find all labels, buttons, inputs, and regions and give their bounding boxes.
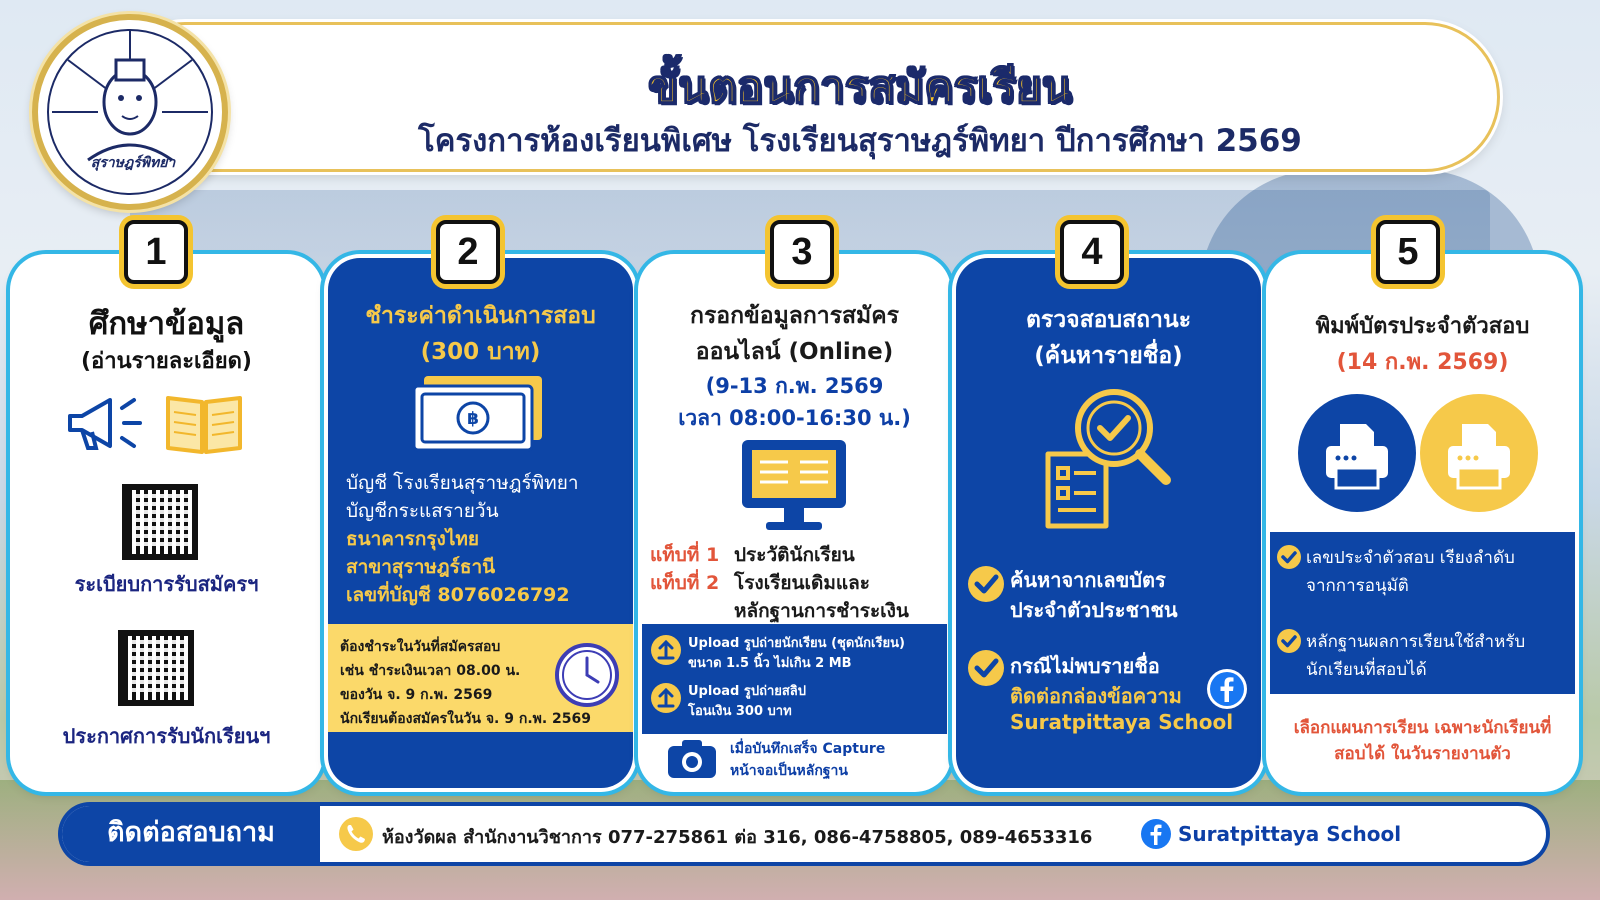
printer-circle-yellow: [1420, 394, 1538, 512]
svg-text:฿: ฿: [467, 409, 479, 429]
payment-note-line-2: เช่น ชำระเงินเวลา 08.00 น.: [340, 663, 521, 679]
step-card-2: [328, 258, 633, 788]
upload-panel: [642, 624, 947, 734]
logo-emblem-icon: [38, 20, 222, 204]
banknote-icon: [410, 372, 546, 454]
qr-code-rules-icon[interactable]: [122, 484, 198, 560]
book-icon: [164, 388, 244, 458]
facebook-icon[interactable]: [1206, 668, 1248, 710]
step-4-number: 4: [1060, 220, 1124, 284]
step-card-4: [956, 258, 1261, 788]
upload-photo-line-2: ขนาด 1.5 นิ้ว ไม่เกิน 2 MB: [688, 656, 852, 671]
step-5-check-1-line-1: เลขประจำตัวสอบ เรียงลำดับ: [1306, 548, 1515, 568]
link-admission-announcement[interactable]: ประกาศการรับนักเรียนฯ: [62, 724, 271, 748]
step-1-number: 1: [124, 220, 188, 284]
tab-1-text: ประวัตินักเรียน: [734, 544, 855, 566]
camera-icon: [666, 738, 718, 780]
payment-note-line-3: ของวัน จ. 9 ก.พ. 2569: [340, 687, 493, 703]
step-4-title-line-1: ตรวจสอบสถานะ: [1025, 307, 1192, 333]
step-5-footer-line-1: เลือกแผนการเรียน เฉพาะนักเรียนที่: [1293, 718, 1552, 738]
upload-icon: [650, 634, 682, 666]
payment-note-line-4: นักเรียนต้องสมัครในวัน จ. 9 ก.พ. 2569: [340, 711, 592, 727]
search-document-icon: [1036, 384, 1176, 534]
link-admission-rules[interactable]: ระเบียบการรับสมัครฯ: [74, 572, 259, 596]
printer-circle-blue: [1298, 394, 1416, 512]
upload-slip-line-1: Upload รูปถ่ายสลิป: [688, 684, 807, 699]
school-logo: [32, 14, 228, 210]
tab-2-label: แท็บที่ 2: [650, 572, 720, 594]
tab-1-label: แท็บที่ 1: [650, 544, 720, 566]
megaphone-icon: [62, 388, 152, 458]
step-4-check-2-line: กรณีไม่พบรายชื่อ: [1010, 654, 1160, 678]
upload-icon: [650, 682, 682, 714]
step-card-3: [642, 258, 947, 788]
phone-icon: [338, 816, 374, 852]
upload-photo-line-1: Upload รูปถ่ายนักเรียน (ชุดนักเรียน): [688, 636, 905, 651]
logo-text: สุราษฎร์พิทยา: [90, 155, 176, 171]
step-4-title-line-2: (ค้นหารายชื่อ): [1034, 343, 1183, 369]
step-5-check-2-line-1: หลักฐานผลการเรียนใช้สำหรับ: [1306, 632, 1526, 652]
page-subtitle: โครงการห้องเรียนพิเศษ โรงเรียนสุราษฎร์พิทยา ปีการศึกษา 2569: [418, 123, 1302, 159]
account-name: บัญชี โรงเรียนสุราษฎร์พิทยา: [346, 472, 579, 494]
bank-branch: สาขาสุราษฎร์ธานี: [346, 556, 496, 578]
step-3-title-line-1: กรอกข้อมูลการสมัคร: [690, 303, 899, 329]
qr-code-announcement-icon[interactable]: [118, 630, 194, 706]
facebook-icon[interactable]: [1140, 818, 1172, 850]
step-3-title-line-2: ออนไลน์ (Online): [695, 339, 894, 365]
step-5-info-panel: [1270, 532, 1575, 694]
payment-note-line-1: ต้องชำระในวันที่สมัครสอบ: [340, 639, 501, 655]
step-4-check-1-line-1: ค้นหาจากเลขบัตร: [1010, 568, 1166, 592]
step-4-contact-line-2[interactable]: Suratpittaya School: [1010, 710, 1234, 734]
clock-icon: [554, 642, 620, 708]
step-3-date-line-2: เวลา 08:00-16:30 น.): [678, 406, 911, 430]
step-4-contact-line-1: ติดต่อกล่องข้อความ: [1010, 684, 1182, 708]
step-2-title: ชำระค่าดำเนินการสอบ: [365, 303, 596, 329]
tab-2-text-line-1: โรงเรียนเดิมและ: [734, 572, 870, 594]
printer-icon: [1420, 394, 1538, 512]
payment-note-panel: [328, 624, 633, 732]
step-2-amount: (300 บาท): [420, 339, 541, 365]
contact-phone-text: ห้องวัดผล สำนักงานวิชาการ 077-275861 ต่อ 316, 086-4758805, 089-4653316: [382, 827, 1093, 848]
check-circle-icon: [1276, 544, 1302, 570]
step-5-number: 5: [1376, 220, 1440, 284]
step-card-1: [14, 258, 319, 788]
printer-icon: [1298, 394, 1416, 512]
computer-monitor-icon: [738, 436, 850, 534]
capture-note-line-1: เมื่อบันทึกเสร็จ Capture: [730, 741, 886, 757]
step-3-date-line-1: (9-13 ก.พ. 2569: [705, 374, 884, 398]
step-4-check-1-line-2: ประจำตัวประชาชน: [1010, 598, 1178, 622]
step-1-title: ศึกษาข้อมูล: [88, 306, 245, 342]
step-1-subtitle: (อ่านรายละเอียด): [81, 349, 252, 374]
step-5-title: พิมพ์บัตรประจำตัวสอบ: [1315, 314, 1530, 339]
page-title: ขั้นตอนการสมัครเรียน: [648, 62, 1072, 113]
check-circle-icon: [966, 648, 1006, 688]
account-number: เลขที่บัญชี 8076026792: [346, 584, 570, 606]
account-type: บัญชีกระแสรายวัน: [346, 500, 499, 522]
upload-slip-line-2: โอนเงิน 300 บาท: [688, 704, 792, 719]
step-5-footer-line-2: สอบได้ ในวันรายงานตัว: [1334, 744, 1511, 764]
step-card-5: [1270, 258, 1575, 788]
capture-note-line-2: หน้าจอเป็นหลักฐาน: [730, 763, 848, 779]
check-circle-icon: [1276, 628, 1302, 654]
step-2-number: 2: [436, 220, 500, 284]
bank-name: ธนาคารกรุงไทย: [346, 528, 480, 550]
tab-2-text-line-2: หลักฐานการชำระเงิน: [734, 600, 909, 622]
contact-label: ติดต่อสอบถาม: [62, 806, 320, 862]
check-circle-icon: [966, 564, 1006, 604]
step-5-check-2-line-2: นักเรียนที่สอบได้: [1306, 660, 1427, 680]
step-3-number: 3: [770, 220, 834, 284]
step-5-check-1-line-2: จากการอนุมัติ: [1306, 576, 1409, 596]
step-5-date: (14 ก.พ. 2569): [1336, 350, 1509, 375]
contact-facebook-text[interactable]: Suratpittaya School: [1178, 822, 1402, 846]
